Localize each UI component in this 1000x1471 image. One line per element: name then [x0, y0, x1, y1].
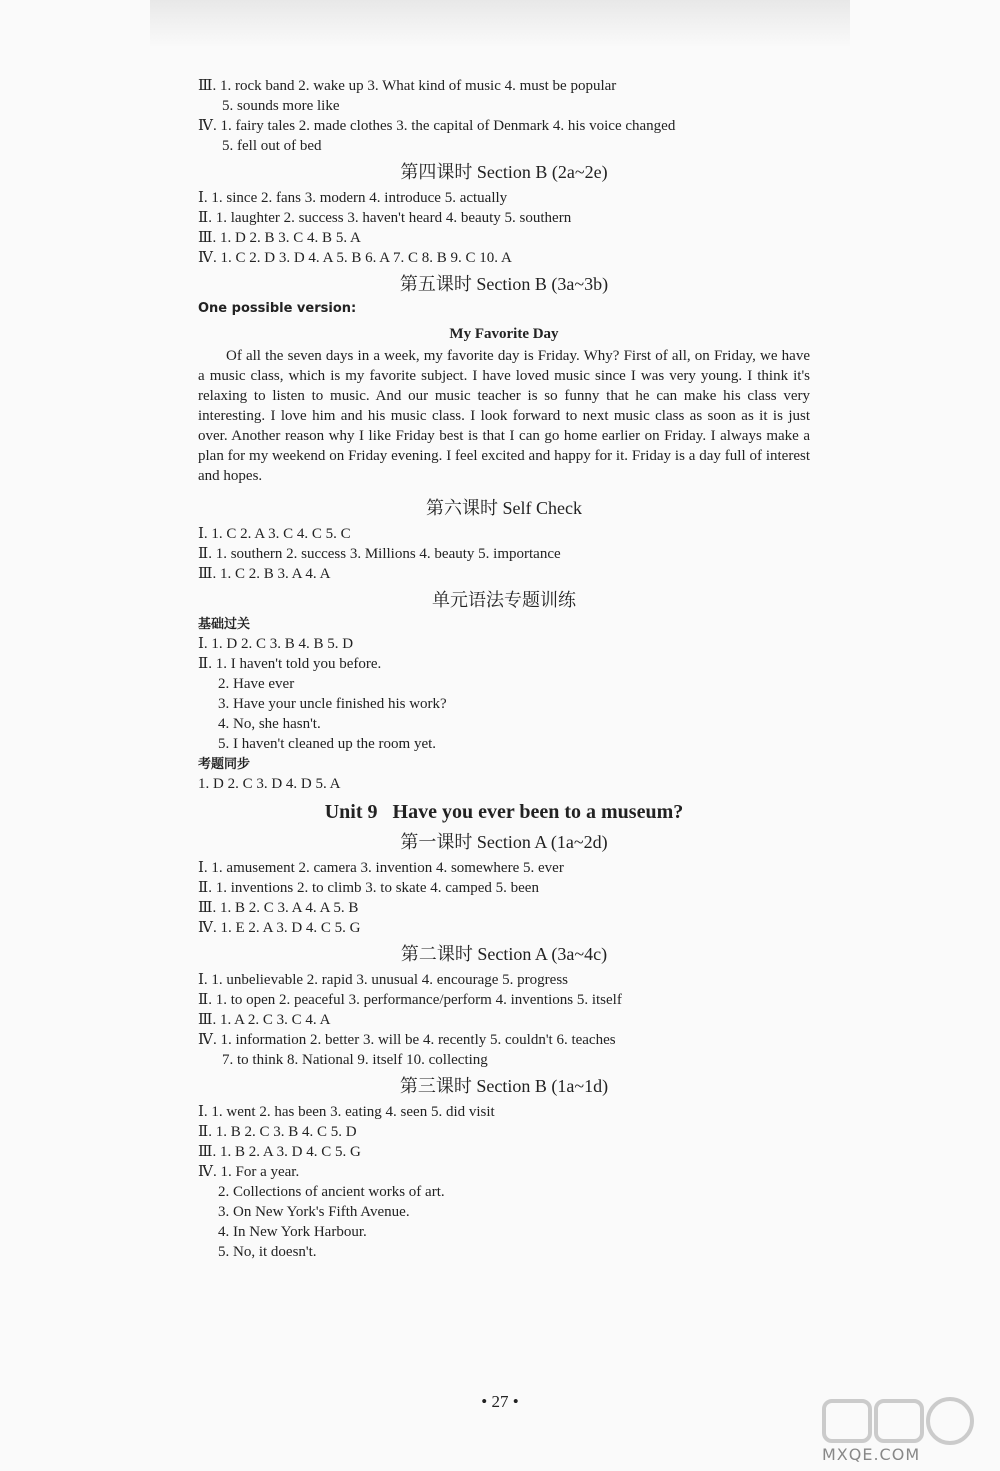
unit-number: Unit 9 [324, 801, 378, 823]
lesson-heading: 第二课时 Section A (3a~4c) [400, 944, 608, 964]
answer-line: Ⅰ. 1. C 2. A 3. C 4. C 5. C [198, 526, 351, 542]
lesson-heading: 第三课时 Section B (1a~1d) [399, 1076, 609, 1096]
answer-line: 3. Have your uncle finished his work? [218, 696, 447, 712]
answer-line: Ⅱ. 1. laughter 2. success 3. haven't heard 4. beauty 5. southern [198, 210, 572, 226]
basic-label: 基础过关 [198, 617, 251, 632]
answer-line: Ⅱ. 1. B 2. C 3. B 4. C 5. D [198, 1124, 357, 1140]
answer-line: Ⅱ. 1. southern 2. success 3. Millions 4. beauty 5. importance [198, 546, 561, 562]
exam-label: 考题同步 [198, 757, 251, 772]
answer-line: Ⅱ. 1. I haven't told you before. [198, 656, 382, 672]
answer-line: Ⅳ. 1. E 2. A 3. D 4. C 5. G [198, 920, 361, 936]
lesson-heading: 第五课时 Section B (3a~3b) [399, 274, 609, 294]
lesson-heading: 第四课时 Section B (2a~2e) [400, 162, 608, 182]
watermark-text: MXQE.COM [822, 1445, 921, 1464]
essay-title: My Favorite Day [449, 326, 559, 342]
answer-line: 2. Collections of ancient works of art. [218, 1184, 445, 1200]
answer-line: Ⅰ. 1. unbelievable 2. rapid 3. unusual 4. encourage 5. progress [198, 972, 568, 988]
answer-line: Ⅲ. 1. B 2. C 3. A 4. A 5. B [198, 900, 359, 916]
answer-line: 1. D 2. C 3. D 4. D 5. A [198, 776, 341, 792]
unit-title: Have you ever been to a museum? [392, 801, 684, 823]
answer-line: Ⅱ. 1. inventions 2. to climb 3. to skate 4. camped 5. been [198, 880, 539, 896]
answer-line: Ⅲ. 1. B 2. A 3. D 4. C 5. G [198, 1144, 361, 1160]
lesson-heading: 第六课时 Self Check [426, 498, 582, 518]
version-label: One possible version: [198, 301, 357, 316]
essay-paragraph: Of all the seven days in a week, my favorite day is Friday. Why? First of all, on Friday, we have a music class, which is my favorite subject. I have loved music since I was very young. I think it's relaxing to listen to music. And our music teacher is so funny that he can make his class very interesting. I love him and his music class. I look forward to next music class as soon as it is just over. Another reason why I like Friday best is that I can go home earlier on Friday. I always make a plan for my weekend on Friday evening. I feel excited and happy for it. Friday is a day full of interest and hopes. [198, 348, 810, 484]
answer-line: Ⅲ. 1. C 2. B 3. A 4. A [198, 566, 331, 582]
answer-line: Ⅰ. 1. since 2. fans 3. modern 4. introduce 5. actually [198, 190, 508, 206]
answer-line: Ⅳ. 1. For a year. [198, 1164, 300, 1180]
answer-line: 5. No, it doesn't. [218, 1244, 317, 1260]
answer-line: 3. On New York's Fifth Avenue. [218, 1204, 410, 1220]
grammar-heading: 单元语法专题训练 [432, 590, 576, 610]
answer-line: Ⅳ. 1. C 2. D 3. D 4. A 5. B 6. A 7. C 8. B 9. C 10. A [198, 250, 512, 266]
answer-line: Ⅳ. 1. information 2. better 3. will be 4. recently 5. couldn't 6. teaches [198, 1032, 616, 1048]
answer-line: 5. fell out of bed [222, 138, 322, 154]
answer-line: Ⅲ. 1. A 2. C 3. C 4. A [198, 1012, 331, 1028]
unit-heading [198, 798, 810, 826]
answer-line: 7. to think 8. National 9. itself 10. collecting [222, 1052, 488, 1068]
answer-line: 5. I haven't cleaned up the room yet. [218, 736, 437, 752]
lesson-heading: 第一课时 Section A (1a~2d) [400, 832, 608, 852]
answer-line: Ⅰ. 1. amusement 2. camera 3. invention 4. somewhere 5. ever [198, 860, 564, 876]
scan-top-shadow [150, 0, 850, 48]
answer-line: Ⅰ. 1. D 2. C 3. B 4. B 5. D [198, 636, 354, 652]
answer-line: Ⅳ. 1. fairy tales 2. made clothes 3. the capital of Denmark 4. his voice changed [198, 118, 676, 134]
answer-line: Ⅰ. 1. went 2. has been 3. eating 4. seen 5. did visit [198, 1104, 495, 1120]
answer-line: Ⅲ. 1. D 2. B 3. C 4. B 5. A [198, 230, 361, 246]
page-number: • 27 • [481, 1392, 519, 1411]
answer-line: 4. In New York Harbour. [218, 1224, 367, 1240]
answer-line: 5. sounds more like [222, 98, 340, 114]
answer-line: Ⅲ. 1. rock band 2. wake up 3. What kind of music 4. must be popular [198, 78, 617, 94]
answer-line: 2. Have ever [218, 676, 295, 692]
content-column [198, 76, 810, 1262]
answer-line: 4. No, she hasn't. [218, 716, 321, 732]
answer-line: Ⅱ. 1. to open 2. peaceful 3. performance/perform 4. inventions 5. itself [198, 992, 622, 1008]
